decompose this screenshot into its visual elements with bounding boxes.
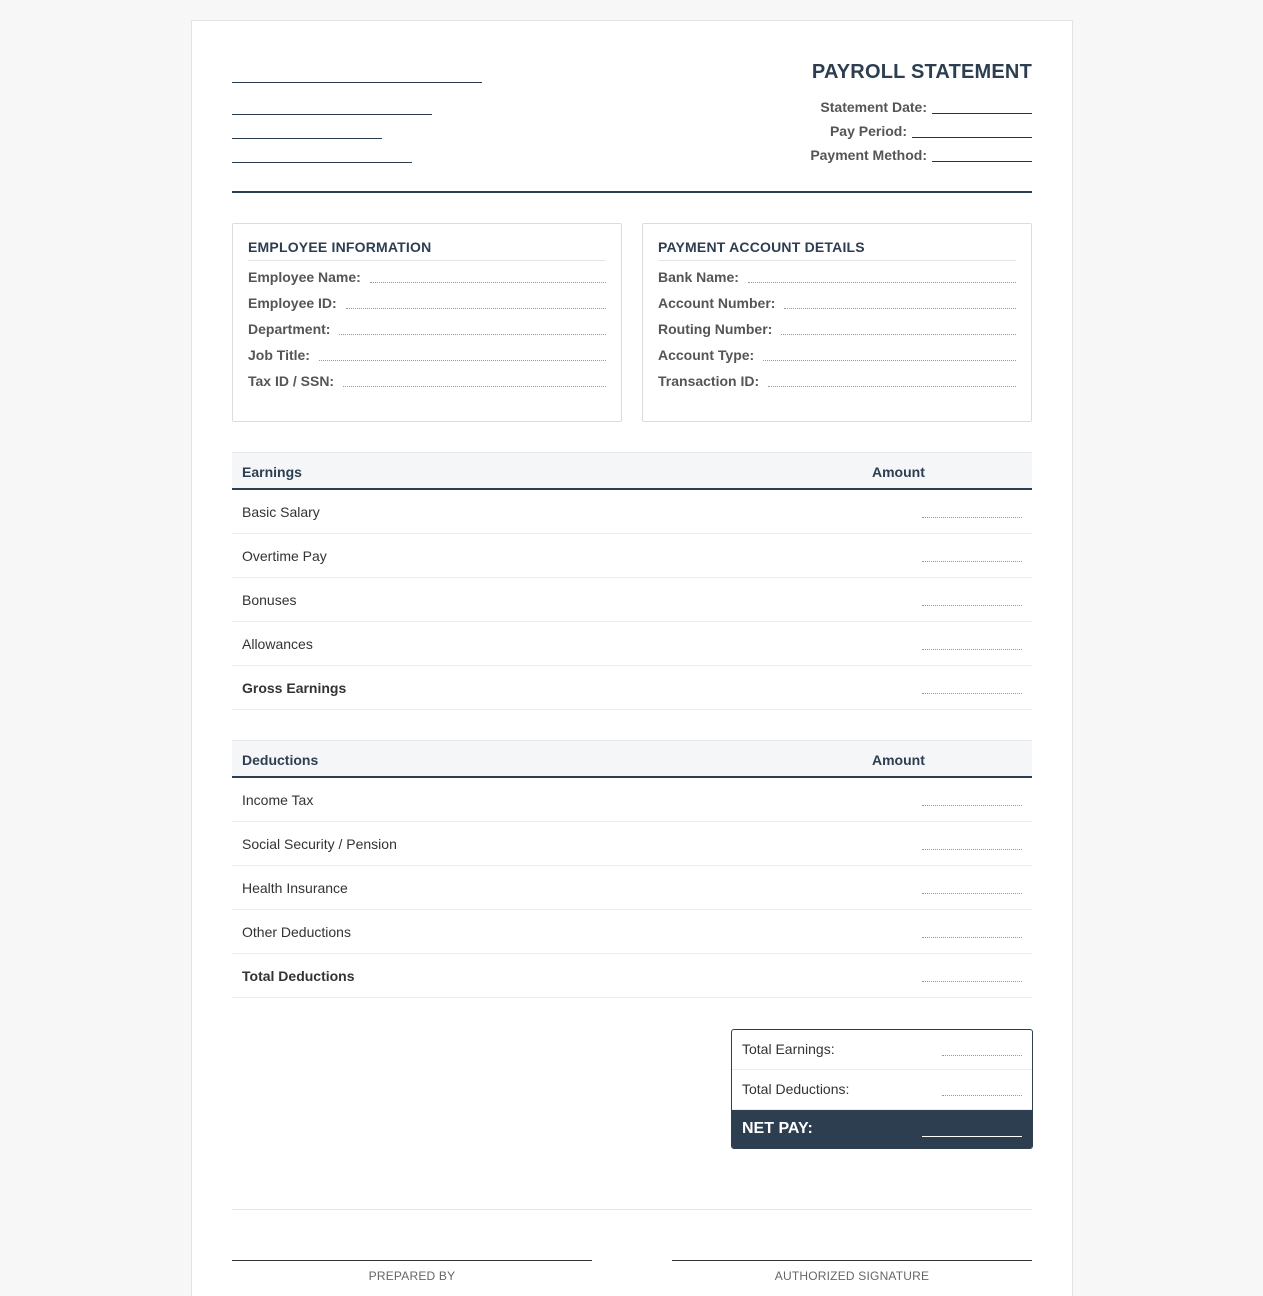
table-row xyxy=(232,866,1032,910)
account-type-label: Account Type: xyxy=(658,347,755,363)
summary-total-earnings-row xyxy=(732,1030,1032,1070)
deductions-amount-header: Amount xyxy=(872,752,925,768)
basic-salary-label: Basic Salary xyxy=(242,504,320,520)
table-row xyxy=(232,490,1032,534)
net-pay-amount[interactable] xyxy=(922,1136,1022,1137)
statement-date-line[interactable] xyxy=(932,113,1032,114)
employee-name-input[interactable] xyxy=(370,282,606,283)
summary-total-earnings-amount[interactable] xyxy=(942,1055,1022,1056)
allowances-label: Allowances xyxy=(242,636,313,652)
authorized-signature-label: AUTHORIZED SIGNATURE xyxy=(774,1269,930,1283)
table-row xyxy=(232,910,1032,954)
summary-total-earnings-label: Total Earnings: xyxy=(742,1041,835,1057)
table-row xyxy=(232,778,1032,822)
account-number-input[interactable] xyxy=(784,308,1016,309)
employee-name-label: Employee Name: xyxy=(248,269,361,285)
summary-total-deductions-label: Total Deductions: xyxy=(742,1081,850,1097)
employee-id-label: Employee ID: xyxy=(248,295,337,311)
other-deductions-label: Other Deductions xyxy=(242,924,351,940)
total-deductions-amount[interactable] xyxy=(922,981,1022,982)
tax-id-label: Tax ID / SSN: xyxy=(248,373,335,389)
routing-number-input[interactable] xyxy=(781,334,1016,335)
statement-date-row xyxy=(820,97,1032,115)
health-insurance-label: Health Insurance xyxy=(242,880,348,896)
bonuses-label: Bonuses xyxy=(242,592,297,608)
summary-total-deductions-amount[interactable] xyxy=(942,1095,1022,1096)
income-tax-label: Income Tax xyxy=(242,792,314,808)
account-number-label: Account Number: xyxy=(658,295,776,311)
document-title: PAYROLL STATEMENT xyxy=(811,61,1032,83)
deductions-header xyxy=(232,740,1032,778)
statement-date-label: Statement Date: xyxy=(820,99,927,115)
table-row xyxy=(232,822,1032,866)
social-security-amount[interactable] xyxy=(922,849,1022,850)
department-field xyxy=(248,313,606,339)
bonuses-amount[interactable] xyxy=(922,605,1022,606)
bank-name-label: Bank Name: xyxy=(658,269,739,285)
employee-id-input[interactable] xyxy=(346,308,606,309)
deductions-column-header: Deductions xyxy=(242,752,319,768)
net-pay-label: NET PAY: xyxy=(742,1120,813,1137)
account-type-input[interactable] xyxy=(763,360,1016,361)
header-divider xyxy=(232,191,1032,193)
company-city-line[interactable] xyxy=(232,138,382,139)
pay-period-row xyxy=(830,121,1032,139)
social-security-label: Social Security / Pension xyxy=(242,836,397,852)
table-row xyxy=(232,534,1032,578)
job-title-input[interactable] xyxy=(319,360,606,361)
overtime-pay-label: Overtime Pay xyxy=(242,548,327,564)
gross-earnings-row xyxy=(232,666,1032,710)
pay-period-line[interactable] xyxy=(912,137,1032,138)
total-deductions-row xyxy=(232,954,1032,998)
payment-account-box xyxy=(642,223,1032,422)
employee-id-field xyxy=(248,287,606,313)
pay-period-label: Pay Period: xyxy=(829,123,907,139)
earnings-column-header: Earnings xyxy=(242,464,302,480)
routing-number-field xyxy=(658,313,1016,339)
table-row xyxy=(232,578,1032,622)
account-type-field xyxy=(658,339,1016,365)
deductions-table xyxy=(232,740,1032,998)
health-insurance-amount[interactable] xyxy=(922,893,1022,894)
employee-information-title: EMPLOYEE INFORMATION xyxy=(248,240,606,261)
total-deductions-label: Total Deductions xyxy=(242,968,355,984)
prepared-by-signature xyxy=(232,1260,592,1283)
transaction-id-input[interactable] xyxy=(768,386,1016,387)
routing-number-label: Routing Number: xyxy=(658,321,773,337)
other-deductions-amount[interactable] xyxy=(922,937,1022,938)
company-contact-line[interactable] xyxy=(232,162,412,163)
earnings-table xyxy=(232,452,1032,710)
prepared-by-line[interactable] xyxy=(232,1260,592,1261)
job-title-label: Job Title: xyxy=(248,347,310,363)
payment-method-line[interactable] xyxy=(932,161,1032,162)
department-label: Department: xyxy=(248,321,331,337)
prepared-by-label: PREPARED BY xyxy=(368,1269,456,1283)
earnings-header xyxy=(232,452,1032,490)
company-address-line[interactable] xyxy=(232,114,432,115)
transaction-id-field xyxy=(658,365,1016,391)
basic-salary-amount[interactable] xyxy=(922,517,1022,518)
income-tax-amount[interactable] xyxy=(922,805,1022,806)
bank-name-field xyxy=(658,261,1016,287)
gross-earnings-amount[interactable] xyxy=(922,693,1022,694)
bank-name-input[interactable] xyxy=(748,282,1016,283)
payment-method-label: Payment Method: xyxy=(810,147,927,163)
overtime-pay-amount[interactable] xyxy=(922,561,1022,562)
payment-account-title: PAYMENT ACCOUNT DETAILS xyxy=(658,240,1016,261)
authorized-signature xyxy=(672,1260,1032,1283)
employee-information-box xyxy=(232,223,622,422)
summary-total-deductions-row xyxy=(732,1070,1032,1110)
employee-name-field xyxy=(248,261,606,287)
tax-id-field xyxy=(248,365,606,391)
pay-summary-box xyxy=(731,1029,1033,1149)
department-input[interactable] xyxy=(339,334,606,335)
payroll-statement-page xyxy=(191,20,1073,1296)
transaction-id-label: Transaction ID: xyxy=(658,373,760,389)
net-pay-row xyxy=(732,1110,1032,1149)
tax-id-input[interactable] xyxy=(343,386,606,387)
table-row xyxy=(232,622,1032,666)
allowances-amount[interactable] xyxy=(922,649,1022,650)
earnings-amount-header: Amount xyxy=(872,464,925,480)
gross-earnings-label: Gross Earnings xyxy=(242,680,347,696)
payment-method-row xyxy=(810,145,1032,163)
job-title-field xyxy=(248,339,606,365)
company-name-line[interactable] xyxy=(232,82,482,83)
footer-divider xyxy=(232,1209,1032,1210)
authorized-signature-line[interactable] xyxy=(672,1260,1032,1261)
account-number-field xyxy=(658,287,1016,313)
